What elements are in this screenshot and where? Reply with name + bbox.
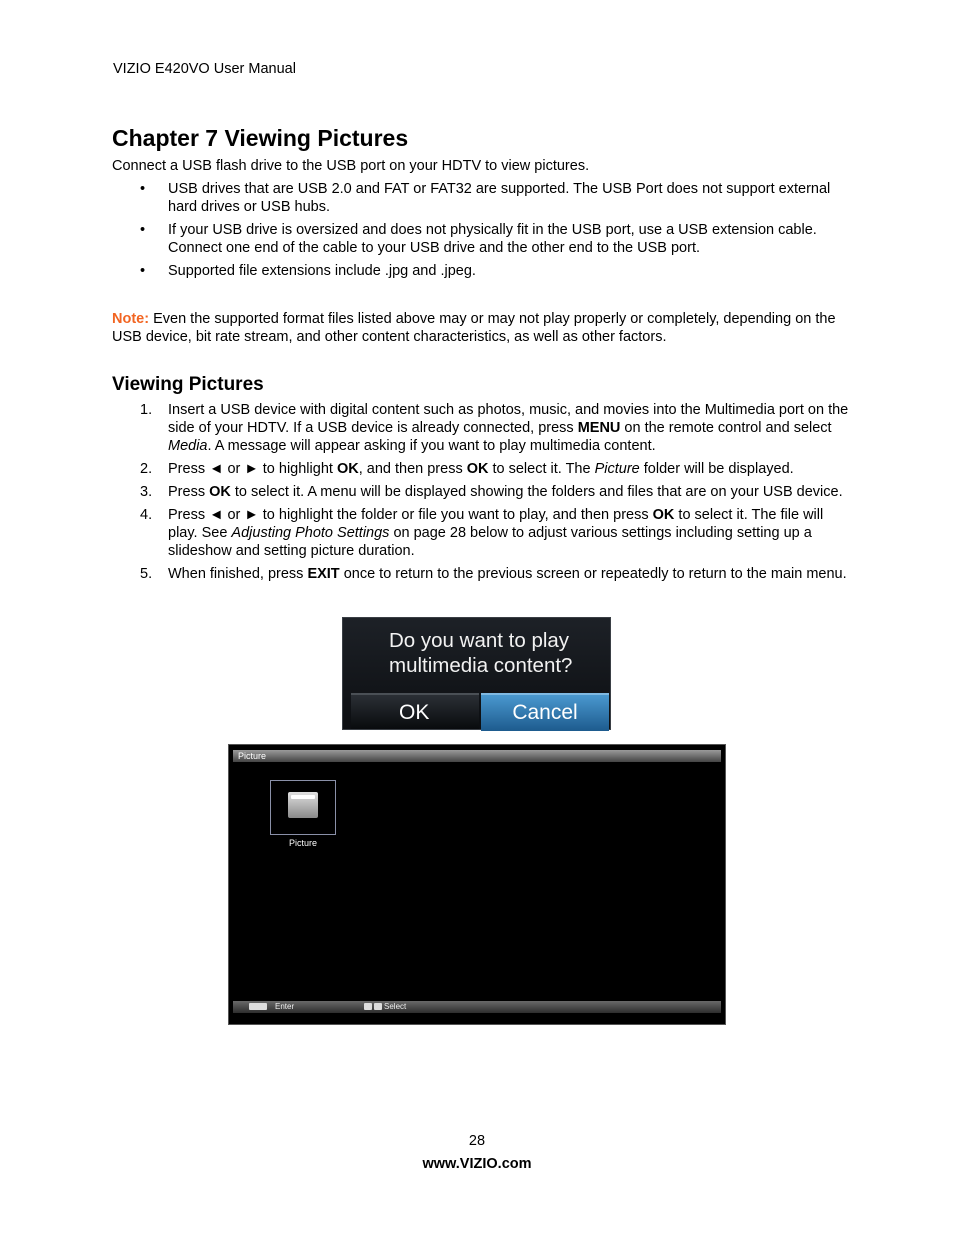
screen-title-bar — [233, 750, 721, 762]
folder-icon — [288, 792, 318, 818]
steps-list — [112, 401, 852, 588]
list-item: 4. Press ◄ or ► to highlight the folder or file you want to play, and then press OK to select it. The file will play. See Adjusting Photo Settings on page 28 below to adjust various settings including setting up a slideshow and setting picture duration. — [140, 507, 824, 559]
bullet-icon: • — [140, 181, 146, 197]
section-title: Viewing Pictures — [112, 374, 264, 395]
cancel-button: Cancel — [481, 693, 609, 731]
list-item: 1. Insert a USB device with digital content such as photos, music, and movies into the Multimedia port on the side of your HDTV. If a USB device is already connected, press MENU on the remote control and select Media. A message will appear asking if you want to play multimedia content. — [140, 402, 849, 454]
page-number: 28 — [468, 1133, 486, 1149]
note-text: Even the supported format files listed above may or may not play properly or completely, depending on the USB device, bit rate stream, and other content characteristics, as well as other factors. — [112, 311, 836, 345]
page-footer-website: www.VIZIO.com — [422, 1156, 532, 1172]
select-label: Select — [384, 1002, 407, 1011]
folder-tile — [270, 780, 336, 835]
chapter-title: Chapter 7 Viewing Pictures — [112, 125, 409, 151]
ok-button: OK — [351, 693, 479, 729]
folder-label: Picture — [288, 838, 317, 848]
multimedia-dialog-screenshot — [342, 617, 611, 730]
note-label: Note: — [112, 311, 150, 327]
page-header: VIZIO E420VO User Manual — [113, 61, 296, 77]
list-item: 2. Press ◄ or ► to highlight OK, and then press OK to select it. The Picture folder will be displayed. — [140, 461, 794, 477]
bullet-icon: • — [140, 263, 146, 279]
chapter-intro: Connect a USB flash drive to the USB port on your HDTV to view pictures. — [112, 158, 590, 174]
right-arrow-key-icon — [374, 1003, 382, 1010]
usb-requirements-list — [112, 180, 852, 285]
dialog-message: Do you want to play multimedia content? — [389, 629, 573, 677]
list-item: • USB drives that are USB 2.0 and FAT or FAT32 are supported. The USB Port does not support external hard drives or USB hubs. — [140, 181, 831, 215]
screen-footer-bar — [233, 1001, 721, 1013]
bullet-icon: • — [140, 222, 146, 238]
list-item: • If your USB drive is oversized and does not physically fit in the USB port, use a USB extension cable. Connect one end of the cable to your USB drive and the other end to the USB port. — [140, 222, 817, 256]
note-paragraph — [112, 310, 852, 346]
list-item: 5. When finished, press EXIT once to return to the previous screen or repeatedly to return to the main menu. — [140, 566, 847, 582]
picture-menu-screenshot — [228, 744, 726, 1025]
left-arrow-key-icon — [364, 1003, 372, 1010]
ok-key-icon — [249, 1003, 267, 1010]
list-item: 3. Press OK to select it. A menu will be displayed showing the folders and files that are on your USB device. — [140, 484, 843, 500]
screen-title: Picture — [238, 751, 267, 761]
enter-label: Enter — [275, 1002, 295, 1011]
list-item: • Supported file extensions include .jpg and .jpeg. — [140, 263, 476, 279]
